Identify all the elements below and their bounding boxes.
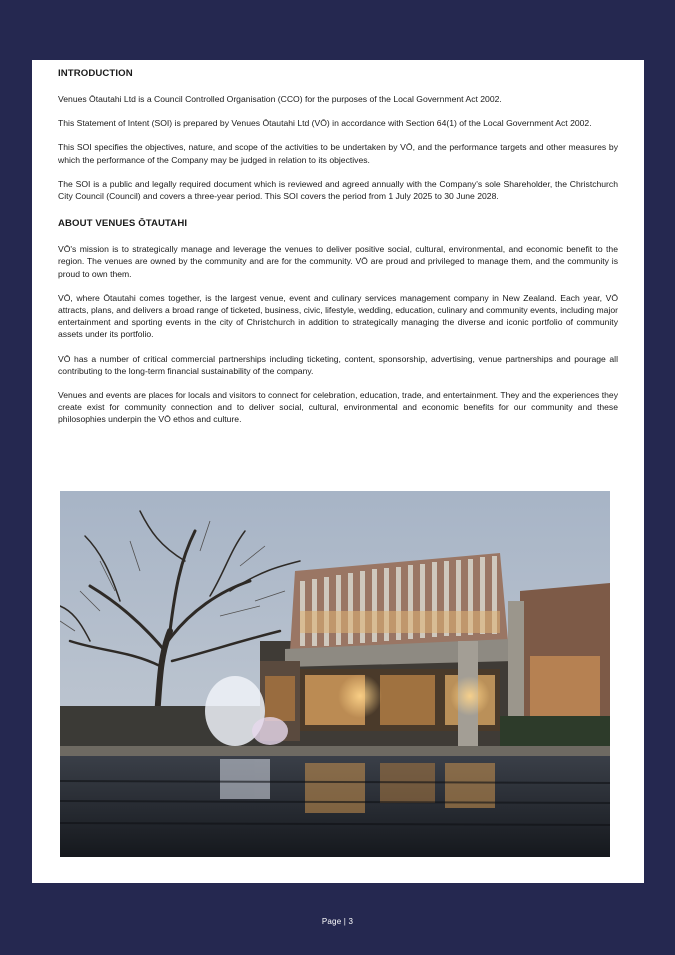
document-page [32,60,644,883]
introduction-paragraph-2: This Statement of Intent (SOI) is prepared by Venues Ōtautahi Ltd (VŌ) in accordance with Section 64(1) of the Local Government Act 2002. [58,118,592,129]
introduction-paragraph-1: Venues Ōtautahi Ltd is a Council Controlled Organisation (CCO) for the purposes of the Local Government Act 2002. [58,94,502,104]
about-heading: ABOUT VENUES ŌTAUTAHI [58,218,188,230]
introduction-paragraph-3: This SOI specifies the objectives, nature, and scope of the activities to be undertaken by VŌ, and the performance targets and other measures by which the performance of the Company may be judged in relation to its objectives. [58,142,618,165]
about-paragraph-1: VŌ's mission is to strategically manage and leverage the venues to deliver positive social, cultural, environmental, and economic benefit to the region. The venues are owned by the community and are for the community. VŌ are proud and privileged to manage them, and the community is proud to own them. [58,244,618,279]
about-paragraph-2: VŌ, where Ōtautahi comes together, is the largest venue, event and culinary services management company in New Zealand. Each year, VŌ attracts, plans, and delivers a broad range of ticketed, business, civic, lifestyle, wedding, education, culinary and community events, including major entertainment and sporting events in the city of Christchurch in addition to strategically managing the diverse and iconic portfolio of community assets under its portfolio. [58,292,618,340]
venue-photo [60,491,610,857]
introduction-paragraph-4: The SOI is a public and legally required document which is reviewed and agreed annually with the Company's sole Shareholder, the Christchurch City Council (Council) and covers a three-year period. This SOI covers the period from 1 July 2025 to 30 June 2028. [58,178,618,202]
about-paragraph-3: VŌ has a number of critical commercial partnerships including ticketing, content, sponsorship, advertising, venue partnerships and pourage all contributing to the long-term financial sustainability of the company. [58,353,618,376]
about-paragraph-4: Venues and events are places for locals and visitors to connect for celebration, education, trade, and entertainment. They and the experiences they create exist for community connection and to deliver social, cultural, environmental and economic benefits for our community and these philosophies underpin the VŌ ethos and culture. [58,390,618,425]
page-number: Page | 3 [321,917,354,926]
page-content [58,67,618,426]
introduction-heading: INTRODUCTION [58,68,133,79]
